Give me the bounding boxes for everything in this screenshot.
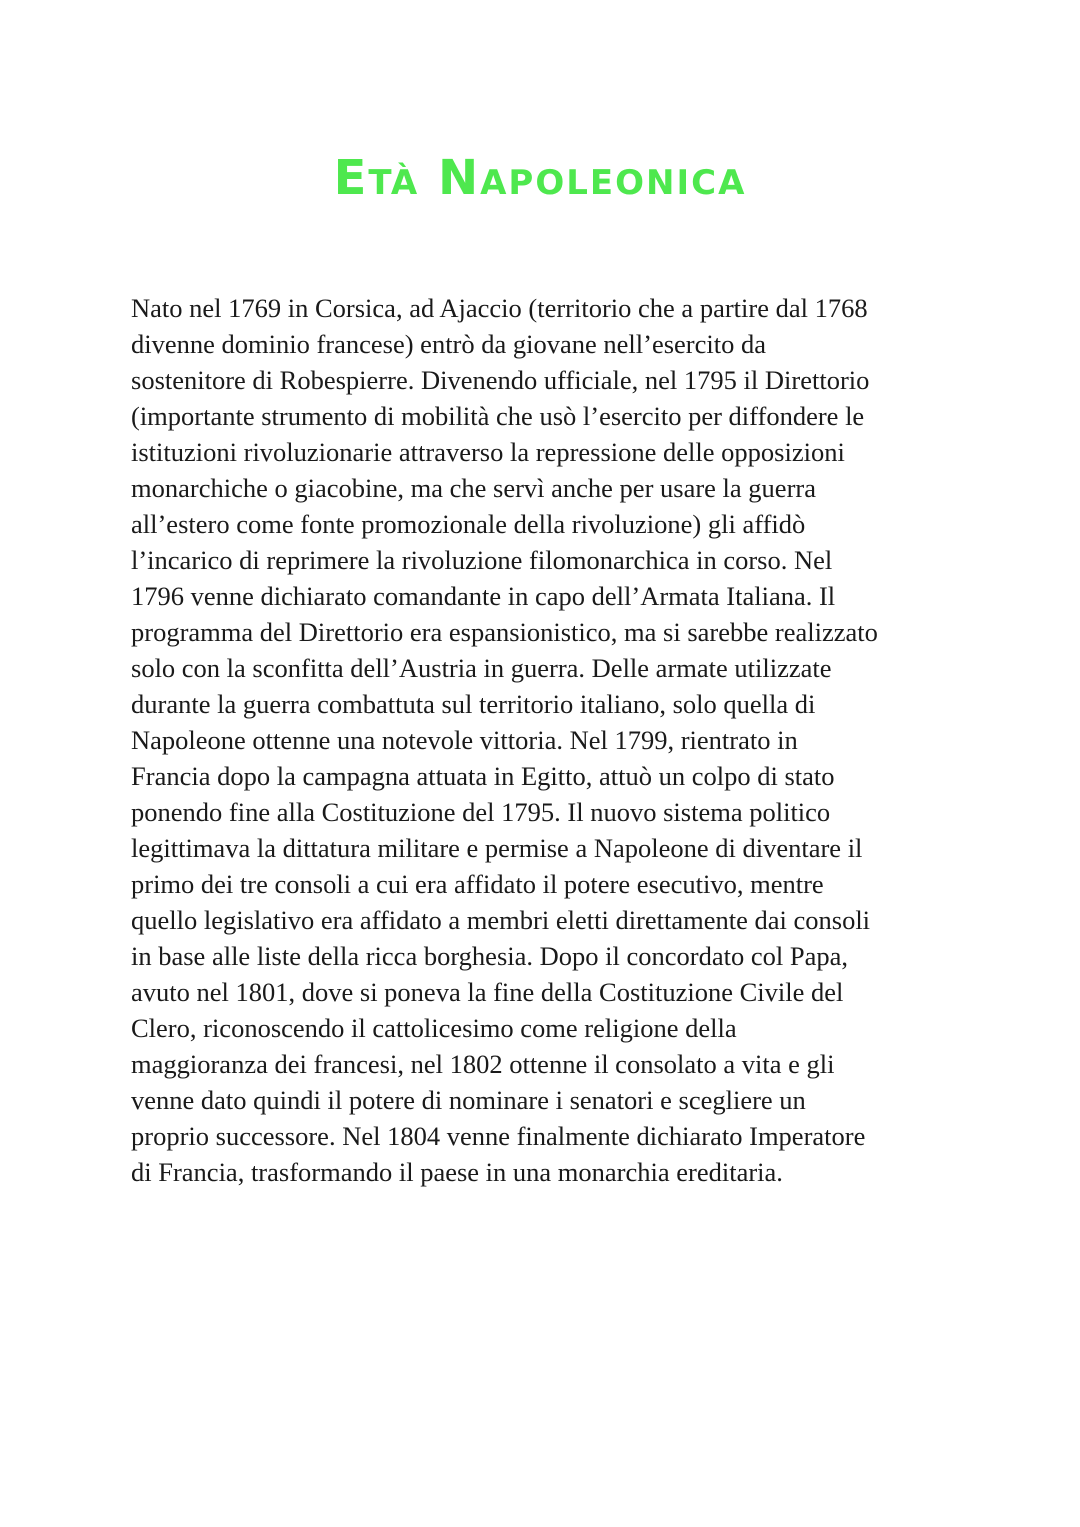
paragraph-line: Clero, riconoscendo il cattolicesimo come religione della — [131, 1013, 737, 1043]
paragraph-line: di Francia, trasformando il paese in una monarchia ereditaria. — [131, 1157, 783, 1187]
paragraph-line: quello legislativo era affidato a membri eletti direttamente dai consoli — [131, 905, 871, 935]
paragraph-line: ponendo fine alla Costituzione del 1795. Il nuovo sistema politico — [131, 797, 831, 827]
paragraph-line: 1796 venne dichiarato comandante in capo dell’Armata Italiana. Il — [131, 581, 836, 611]
paragraph-line: istituzioni rivoluzionarie attraverso la repressione delle opposizioni — [131, 437, 845, 467]
paragraph-line: l’incarico di reprimere la rivoluzione filomonarchica in corso. Nel — [131, 545, 833, 575]
paragraph-line: (importante strumento di mobilità che usò l’esercito per diffondere le — [131, 401, 865, 431]
body-paragraph — [131, 290, 951, 1190]
paragraph-line: solo con la sconfitta dell’Austria in guerra. Delle armate utilizzate — [131, 653, 832, 683]
paragraph-line: maggioranza dei francesi, nel 1802 ottenne il consolato a vita e gli — [131, 1049, 835, 1079]
paragraph-line: venne dato quindi il potere di nominare i senatori e scegliere un — [131, 1085, 806, 1115]
paragraph-line: avuto nel 1801, dove si poneva la fine della Costituzione Civile del — [131, 977, 844, 1007]
paragraph-line: legittimava la dittatura militare e permise a Napoleone di diventare il — [131, 833, 863, 863]
paragraph-line: sostenitore di Robespierre. Divenendo ufficiale, nel 1795 il Direttorio — [131, 365, 870, 395]
paragraph-line: programma del Direttorio era espansionistico, ma si sarebbe realizzato — [131, 617, 878, 647]
paragraph-line: primo dei tre consoli a cui era affidato il potere esecutivo, mentre — [131, 869, 824, 899]
page-title: Età Napoleonica — [333, 150, 747, 206]
paragraph-line: divenne dominio francese) entrò da giovane nell’esercito da — [131, 329, 767, 359]
paragraph-line: in base alle liste della ricca borghesia. Dopo il concordato col Papa, — [131, 941, 848, 971]
paragraph-line: Nato nel 1769 in Corsica, ad Ajaccio (territorio che a partire dal 1768 — [131, 293, 868, 323]
paragraph-line: all’estero come fonte promozionale della rivoluzione) gli affidò — [131, 509, 806, 539]
paragraph-line: durante la guerra combattuta sul territorio italiano, solo quella di — [131, 689, 816, 719]
paragraph-line: monarchiche o giacobine, ma che servì anche per usare la guerra — [131, 473, 816, 503]
paragraph-line: proprio successore. Nel 1804 venne finalmente dichiarato Imperatore — [131, 1121, 866, 1151]
paragraph-line: Napoleone ottenne una notevole vittoria. Nel 1799, rientrato in — [131, 725, 798, 755]
paragraph-line: Francia dopo la campagna attuata in Egitto, attuò un colpo di stato — [131, 761, 835, 791]
